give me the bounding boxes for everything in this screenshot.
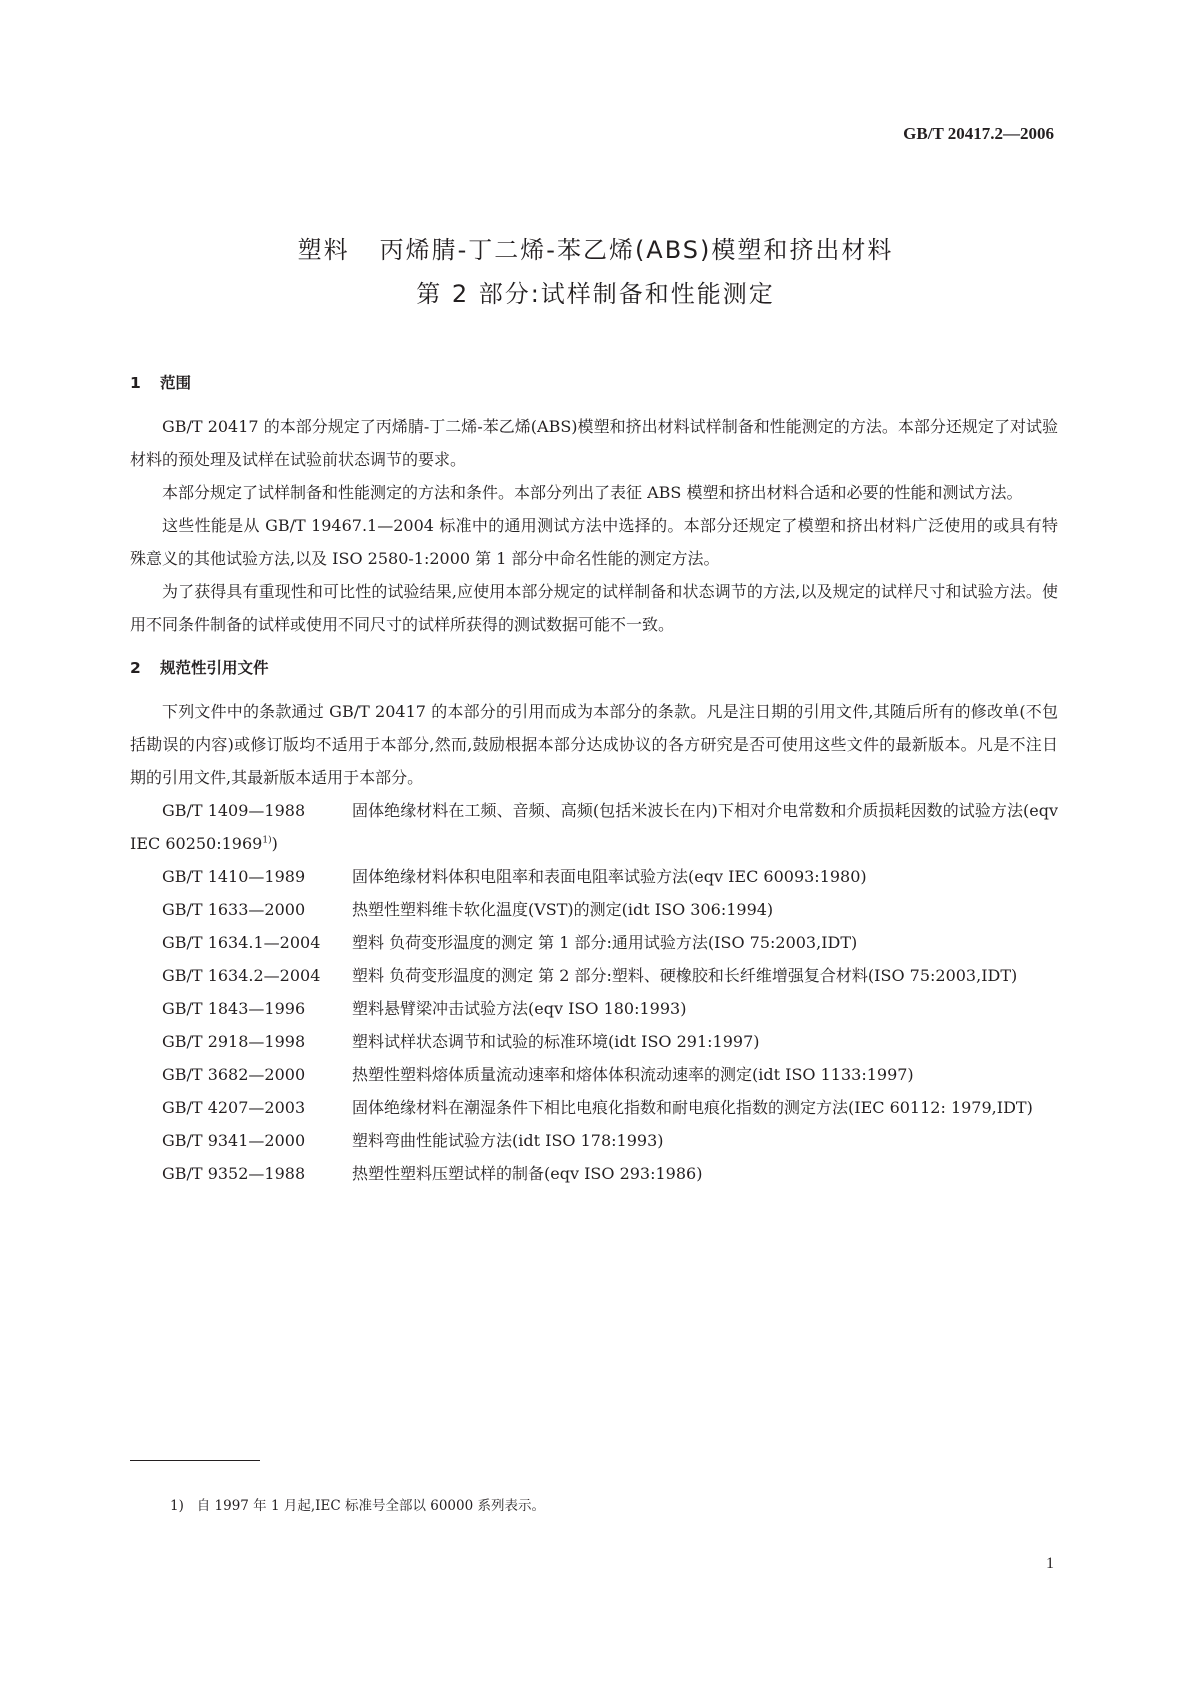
footnote-marker: 1) [170,1498,184,1514]
reference-code: GB/T 1633—2000 [162,900,306,919]
page-number: 1 [1046,1555,1054,1572]
footnote [170,1496,545,1516]
reference-code: GB/T 1843—1996 [162,999,306,1018]
title-line-2: 第 2 部分:试样制备和性能测定 [416,280,775,308]
reference-title: 塑料试样状态调节和试验的标准环境(idt ISO 291:1997) [352,1032,760,1051]
reference-item [130,959,1058,992]
reference-code: GB/T 9341—2000 [162,1131,306,1150]
reference-title: 塑料弯曲性能试验方法(idt ISO 178:1993) [352,1131,664,1150]
section-1-heading [130,370,1058,396]
reference-code: GB/T 1634.2—2004 [162,966,321,985]
footnote-divider [130,1460,260,1461]
section-1-title: 范围 [160,374,192,392]
reference-item [130,992,1058,1025]
reference-item [130,1157,1058,1190]
reference-code: GB/T 1409—1988 [162,801,306,820]
reference-item [130,1091,1058,1124]
reference-item [130,926,1058,959]
standard-code: GB/T 20417.2—2006 [903,124,1054,143]
scope-paragraph: 这些性能是从 GB/T 19467.1—2004 标准中的通用测试方法中选择的。本部分还规定了模塑和挤出材料广泛使用的或具有特殊意义的其他试验方法,以及 ISO 2580-1:2000 第 1 部分中命名性能的测定方法。 [130,516,1058,568]
scope-paragraph: 本部分规定了试样制备和性能测定的方法和条件。本部分列出了表征 ABS 模塑和挤出材料合适和必要的性能和测试方法。 [162,483,1023,502]
section-1-number: 1 [130,374,141,392]
references-intro: 下列文件中的条款通过 GB/T 20417 的本部分的引用而成为本部分的条款。凡是注日期的引用文件,其随后所有的修改单(不包括勘误的内容)或修订版均不适用于本部分,然而,鼓励根据本部分达成协议的各方研究是否可使用这些文件的最新版本。凡是不注日期的引用文件,其最新版本适用于本部分。 [130,702,1058,787]
reference-code: GB/T 1634.1—2004 [162,933,321,952]
title-line-1 [0,228,1191,272]
reference-code: GB/T 2918—1998 [162,1032,306,1051]
reference-code: GB/T 3682—2000 [162,1065,306,1084]
footnote-ref: 1) [262,835,272,846]
reference-item [130,1025,1058,1058]
reference-title: 固体绝缘材料体积电阻率和表面电阻率试验方法(eqv IEC 60093:1980) [352,867,867,886]
footnote-text: 自 1997 年 1 月起,IEC 标准号全部以 60000 系列表示。 [196,1498,545,1514]
scope-paragraph: GB/T 20417 的本部分规定了丙烯腈-丁二烯-苯乙烯(ABS)模塑和挤出材料试样制备和性能测定的方法。本部分还规定了对试验材料的预处理及试样在试验前状态调节的要求。 [130,417,1058,469]
reference-title: 塑料 负荷变形温度的测定 第 1 部分:通用试验方法(ISO 75:2003,IDT) [352,933,858,952]
reference-title: 热塑性塑料压塑试样的制备(eqv ISO 293:1986) [352,1164,703,1183]
reference-title: 固体绝缘材料在工频、音频、高频(包括米波长在内)下相对介电常数和介质损耗因数的试验方法(eqv IEC 60250:1969 [130,801,1058,853]
reference-title: 热塑性塑料熔体质量流动速率和熔体体积流动速率的测定(idt ISO 1133:1997) [352,1065,914,1084]
reference-title: 热塑性塑料维卡软化温度(VST)的测定(idt ISO 306:1994) [352,900,774,919]
document-body [130,370,1058,1190]
title-part-b: 丙烯腈-丁二烯-苯乙烯(ABS)模塑和挤出材料 [379,236,894,264]
scope-paragraph: 为了获得具有重现性和可比性的试验结果,应使用本部分规定的试样制备和状态调节的方法,以及规定的试样尺寸和试验方法。使用不同条件制备的试样或使用不同尺寸的试样所获得的测试数据可能不一致。 [130,582,1058,634]
reference-title: 固体绝缘材料在潮湿条件下相比电痕化指数和耐电痕化指数的测定方法(IEC 60112: 1979,IDT) [352,1098,1033,1117]
reference-item [130,1058,1058,1091]
section-2-number: 2 [130,659,141,677]
reference-code: GB/T 1410—1989 [162,867,306,886]
reference-code: GB/T 4207—2003 [162,1098,306,1117]
reference-item [130,1124,1058,1157]
reference-code: GB/T 9352—1988 [162,1164,306,1183]
section-2-heading [130,655,1058,681]
title-part-a: 塑料 [297,236,350,264]
document-title [0,228,1191,316]
section-2-title: 规范性引用文件 [160,659,269,677]
reference-item [130,893,1058,926]
reference-title-tail: ) [271,834,278,853]
reference-title: 塑料 负荷变形温度的测定 第 2 部分:塑料、硬橡胶和长纤维增强复合材料(ISO 75:2003,IDT) [352,966,1018,985]
reference-item [130,860,1058,893]
reference-title: 塑料悬臂梁冲击试验方法(eqv ISO 180:1993) [352,999,687,1018]
reference-item [130,794,1058,860]
